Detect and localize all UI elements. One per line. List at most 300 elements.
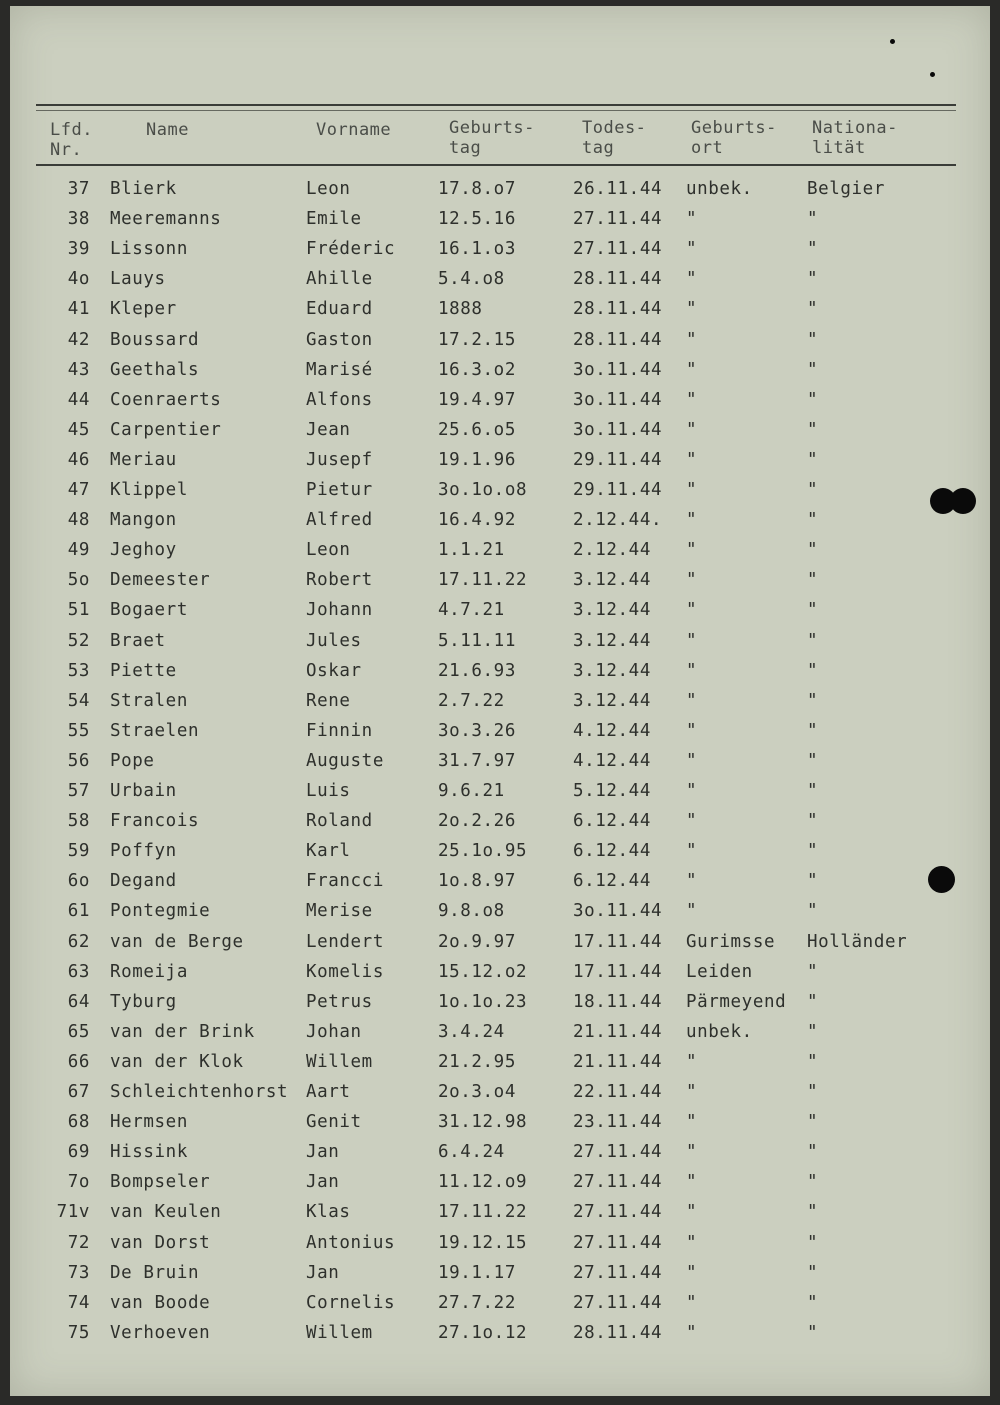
row-name: Verhoeven	[110, 1322, 211, 1343]
row-name: Mangon	[110, 510, 177, 531]
row-number: 54	[67, 690, 90, 711]
row-geburtsort: "	[686, 540, 698, 561]
top-rule	[36, 104, 956, 106]
row-todestag: 28.11.44	[573, 269, 663, 290]
row-nationalitaet: "	[807, 1082, 819, 1102]
row-number: 6o	[67, 871, 90, 892]
row-geburtstag: 1888	[438, 299, 483, 320]
row-name: Coenraerts	[110, 389, 222, 410]
row-nationalitaet: Holländer	[807, 931, 908, 952]
table-row	[10, 294, 990, 324]
row-geburtsort: "	[686, 1232, 698, 1253]
row-geburtstag: 25.1o.95	[438, 841, 528, 862]
row-nationalitaet: "	[807, 660, 819, 681]
row-number: 66	[67, 1051, 90, 1072]
header-nr: Lfd. Nr.	[50, 120, 93, 160]
row-geburtsort: "	[686, 510, 698, 531]
punch-hole	[950, 488, 976, 514]
row-vorname: Komelis	[306, 961, 384, 982]
table-row	[10, 1258, 990, 1288]
row-vorname: Roland	[306, 811, 373, 832]
row-geburtsort: "	[686, 389, 698, 410]
row-vorname: Ahille	[306, 269, 373, 290]
row-nationalitaet: "	[807, 781, 819, 801]
row-todestag: 3.12.44	[573, 600, 651, 621]
row-name: Boussard	[110, 329, 200, 350]
row-vorname: Robert	[306, 570, 373, 591]
row-geburtsort: "	[686, 1322, 698, 1343]
row-vorname: Jan	[306, 1172, 340, 1193]
row-number: 4o	[67, 269, 90, 290]
row-geburtstag: 4.7.21	[438, 600, 505, 621]
row-name: Schleichtenhorst	[110, 1082, 289, 1102]
row-geburtsort: "	[686, 630, 698, 651]
row-geburtstag: 5.11.11	[438, 630, 516, 651]
row-name: Carpentier	[110, 419, 222, 440]
row-name: Jeghoy	[110, 540, 177, 561]
row-name: Piette	[110, 660, 177, 681]
row-vorname: Gaston	[306, 329, 373, 350]
row-name: Blierk	[110, 179, 177, 199]
header-geburtstag: Geburts- tag	[449, 118, 535, 158]
table-row	[10, 1197, 990, 1227]
table-row	[10, 716, 990, 746]
table-row	[10, 535, 990, 565]
table-row	[10, 264, 990, 294]
table-row	[10, 806, 990, 836]
row-number: 42	[67, 329, 90, 350]
row-nationalitaet: "	[807, 389, 819, 410]
row-number: 44	[67, 389, 90, 410]
row-name: Pope	[110, 750, 155, 771]
row-name: Klippel	[110, 480, 188, 500]
row-geburtstag: 19.1.17	[438, 1262, 516, 1283]
row-geburtsort: "	[686, 781, 698, 801]
row-todestag: 28.11.44	[573, 1322, 663, 1343]
row-number: 55	[67, 720, 90, 741]
row-todestag: 17.11.44	[573, 961, 663, 982]
row-geburtsort: "	[686, 750, 698, 771]
row-number: 45	[67, 419, 90, 440]
row-geburtstag: 16.3.o2	[438, 359, 516, 380]
row-nationalitaet: "	[807, 961, 819, 982]
row-geburtstag: 2o.9.97	[438, 931, 516, 952]
row-name: van de Berge	[110, 931, 244, 952]
row-todestag: 4.12.44	[573, 750, 651, 771]
row-name: van Boode	[110, 1292, 211, 1313]
row-nationalitaet: "	[807, 991, 819, 1012]
row-nationalitaet: "	[807, 841, 819, 862]
row-vorname: Jean	[306, 419, 351, 440]
row-geburtstag: 16.1.o3	[438, 239, 516, 260]
row-geburtstag: 2o.2.26	[438, 811, 516, 832]
row-vorname: Petrus	[306, 991, 373, 1012]
row-nationalitaet: "	[807, 540, 819, 561]
row-nationalitaet: "	[807, 510, 819, 531]
row-geburtstag: 11.12.o9	[438, 1172, 528, 1193]
row-name: Tyburg	[110, 991, 177, 1012]
row-nationalitaet: "	[807, 359, 819, 380]
row-name: Poffyn	[110, 841, 177, 862]
row-todestag: 28.11.44	[573, 329, 663, 350]
header-name: Name	[146, 120, 189, 140]
row-todestag: 6.12.44	[573, 841, 651, 862]
row-geburtsort: unbek.	[686, 179, 753, 199]
header-nationalitaet: Nationa- lität	[812, 118, 898, 158]
row-number: 56	[67, 750, 90, 771]
row-geburtstag: 19.4.97	[438, 389, 516, 410]
row-geburtsort: Leiden	[686, 961, 753, 982]
row-number: 61	[67, 901, 90, 922]
row-number: 57	[67, 781, 90, 801]
row-number: 67	[67, 1082, 90, 1102]
table-row	[10, 776, 990, 806]
row-nationalitaet: "	[807, 871, 819, 892]
row-geburtstag: 27.1o.12	[438, 1322, 528, 1343]
row-geburtsort: Pärmeyend	[686, 991, 787, 1012]
table-row	[10, 445, 990, 475]
row-geburtstag: 9.8.o8	[438, 901, 505, 922]
row-vorname: Johann	[306, 600, 373, 621]
row-vorname: Francci	[306, 871, 384, 892]
row-nationalitaet: "	[807, 419, 819, 440]
row-vorname: Luis	[306, 781, 351, 801]
row-geburtsort: "	[686, 871, 698, 892]
table-row	[10, 957, 990, 987]
table-row	[10, 1077, 990, 1107]
table-row	[10, 1228, 990, 1258]
row-name: Romeija	[110, 961, 188, 982]
row-number: 59	[67, 841, 90, 862]
row-geburtsort: "	[686, 329, 698, 350]
row-number: 65	[67, 1021, 90, 1042]
row-vorname: Klas	[306, 1202, 351, 1223]
row-nationalitaet: "	[807, 901, 819, 922]
row-todestag: 3.12.44	[573, 630, 651, 651]
row-geburtsort: "	[686, 419, 698, 440]
row-geburtsort: unbek.	[686, 1021, 753, 1042]
row-geburtsort: "	[686, 660, 698, 681]
table-row	[10, 987, 990, 1017]
row-todestag: 27.11.44	[573, 1232, 663, 1253]
row-geburtsort: "	[686, 1082, 698, 1102]
row-name: Meriau	[110, 449, 177, 470]
row-todestag: 21.11.44	[573, 1021, 663, 1042]
row-geburtstag: 12.5.16	[438, 209, 516, 230]
row-geburtsort: "	[686, 239, 698, 260]
row-number: 71v	[56, 1202, 90, 1223]
row-nationalitaet: "	[807, 1232, 819, 1253]
row-number: 58	[67, 811, 90, 832]
row-geburtsort: "	[686, 1202, 698, 1223]
row-nationalitaet: "	[807, 269, 819, 290]
row-number: 48	[67, 510, 90, 531]
row-name: Meeremanns	[110, 209, 222, 230]
row-vorname: Jan	[306, 1142, 340, 1163]
row-geburtstag: 2.7.22	[438, 690, 505, 711]
row-vorname: Aart	[306, 1082, 351, 1102]
row-todestag: 22.11.44	[573, 1082, 663, 1102]
row-todestag: 26.11.44	[573, 179, 663, 199]
table-row	[10, 595, 990, 625]
row-number: 7o	[67, 1172, 90, 1193]
table-row	[10, 836, 990, 866]
table-row	[10, 1318, 990, 1348]
row-todestag: 3o.11.44	[573, 359, 663, 380]
row-todestag: 27.11.44	[573, 239, 663, 260]
row-vorname: Marisé	[306, 359, 373, 380]
row-todestag: 17.11.44	[573, 931, 663, 952]
table-row	[10, 1167, 990, 1197]
row-todestag: 27.11.44	[573, 1142, 663, 1163]
row-nationalitaet: "	[807, 1021, 819, 1042]
row-nationalitaet: "	[807, 630, 819, 651]
table-row	[10, 415, 990, 445]
row-vorname: Emile	[306, 209, 362, 230]
punch-hole	[928, 866, 955, 893]
row-todestag: 27.11.44	[573, 209, 663, 230]
row-nationalitaet: "	[807, 1142, 819, 1163]
header-vorname: Vorname	[316, 120, 392, 140]
row-vorname: Fréderic	[306, 239, 396, 260]
row-nationalitaet: "	[807, 209, 819, 230]
row-todestag: 5.12.44	[573, 781, 651, 801]
table-row	[10, 1107, 990, 1137]
row-geburtstag: 17.11.22	[438, 570, 528, 591]
row-geburtsort: "	[686, 690, 698, 711]
row-geburtstag: 1o.8.97	[438, 871, 516, 892]
row-geburtstag: 16.4.92	[438, 510, 516, 531]
row-nationalitaet: "	[807, 239, 819, 260]
row-geburtstag: 3o.3.26	[438, 720, 516, 741]
row-vorname: Leon	[306, 540, 351, 561]
row-geburtstag: 9.6.21	[438, 781, 505, 801]
row-name: Geethals	[110, 359, 200, 380]
ink-spot	[890, 39, 895, 44]
row-todestag: 27.11.44	[573, 1202, 663, 1223]
row-todestag: 3o.11.44	[573, 901, 663, 922]
row-geburtstag: 17.8.o7	[438, 179, 516, 199]
row-geburtsort: "	[686, 901, 698, 922]
table-row	[10, 204, 990, 234]
table-row	[10, 174, 990, 204]
row-name: Hermsen	[110, 1112, 188, 1133]
row-nationalitaet: "	[807, 1051, 819, 1072]
table-row	[10, 325, 990, 355]
row-nationalitaet: "	[807, 1202, 819, 1223]
table-row	[10, 1137, 990, 1167]
row-geburtsort: "	[686, 299, 698, 320]
row-todestag: 6.12.44	[573, 871, 651, 892]
table-row	[10, 1047, 990, 1077]
row-geburtsort: "	[686, 449, 698, 470]
row-todestag: 27.11.44	[573, 1262, 663, 1283]
table-row	[10, 565, 990, 595]
row-todestag: 23.11.44	[573, 1112, 663, 1133]
row-nationalitaet: "	[807, 690, 819, 711]
row-geburtsort: "	[686, 1292, 698, 1313]
row-nationalitaet: Belgier	[807, 179, 885, 199]
table-row	[10, 746, 990, 776]
row-nationalitaet: "	[807, 750, 819, 771]
row-geburtstag: 31.12.98	[438, 1112, 528, 1133]
row-vorname: Pietur	[306, 480, 373, 500]
row-vorname: Johan	[306, 1021, 362, 1042]
row-geburtsort: "	[686, 269, 698, 290]
row-vorname: Karl	[306, 841, 351, 862]
row-geburtstag: 2o.3.o4	[438, 1082, 516, 1102]
row-geburtsort: "	[686, 1112, 698, 1133]
row-nationalitaet: "	[807, 299, 819, 320]
row-vorname: Eduard	[306, 299, 373, 320]
row-todestag: 29.11.44	[573, 449, 663, 470]
row-nationalitaet: "	[807, 449, 819, 470]
row-vorname: Oskar	[306, 660, 362, 681]
row-vorname: Jan	[306, 1262, 340, 1283]
row-name: van Dorst	[110, 1232, 211, 1253]
row-geburtstag: 5.4.o8	[438, 269, 505, 290]
row-vorname: Jules	[306, 630, 362, 651]
table-row	[10, 626, 990, 656]
row-name: van der Klok	[110, 1051, 244, 1072]
row-vorname: Cornelis	[306, 1292, 396, 1313]
table-row	[10, 686, 990, 716]
row-number: 51	[67, 600, 90, 621]
header-rule	[36, 164, 956, 166]
table-row	[10, 656, 990, 686]
row-nationalitaet: "	[807, 480, 819, 500]
row-geburtstag: 6.4.24	[438, 1142, 505, 1163]
row-number: 73	[67, 1262, 90, 1283]
row-vorname: Rene	[306, 690, 351, 711]
row-vorname: Auguste	[306, 750, 384, 771]
table-row	[10, 1288, 990, 1318]
row-number: 47	[67, 480, 90, 500]
row-vorname: Alfred	[306, 510, 373, 531]
row-geburtsort: "	[686, 209, 698, 230]
header-todestag: Todes- tag	[582, 118, 647, 158]
row-todestag: 28.11.44	[573, 299, 663, 320]
row-todestag: 18.11.44	[573, 991, 663, 1012]
row-vorname: Finnin	[306, 720, 373, 741]
row-geburtsort: "	[686, 480, 698, 500]
row-vorname: Antonius	[306, 1232, 396, 1253]
row-geburtsort: "	[686, 841, 698, 862]
row-nationalitaet: "	[807, 811, 819, 832]
row-vorname: Lendert	[306, 931, 384, 952]
header-geburtsort: Geburts- ort	[691, 118, 777, 158]
row-nationalitaet: "	[807, 720, 819, 741]
row-number: 38	[67, 209, 90, 230]
row-geburtstag: 21.6.93	[438, 660, 516, 681]
row-number: 53	[67, 660, 90, 681]
row-geburtstag: 19.1.96	[438, 449, 516, 470]
row-number: 39	[67, 239, 90, 260]
row-geburtsort: "	[686, 811, 698, 832]
row-vorname: Willem	[306, 1051, 373, 1072]
row-todestag: 3o.11.44	[573, 419, 663, 440]
table-row	[10, 866, 990, 896]
row-geburtstag: 19.12.15	[438, 1232, 528, 1253]
row-number: 5o	[67, 570, 90, 591]
row-name: Braet	[110, 630, 166, 651]
row-name: Bompseler	[110, 1172, 211, 1193]
row-number: 64	[67, 991, 90, 1012]
row-name: De Bruin	[110, 1262, 200, 1283]
row-nationalitaet: "	[807, 329, 819, 350]
row-number: 37	[67, 179, 90, 199]
row-vorname: Leon	[306, 179, 351, 199]
row-number: 68	[67, 1112, 90, 1133]
row-nationalitaet: "	[807, 1112, 819, 1133]
row-number: 46	[67, 449, 90, 470]
table-row	[10, 1017, 990, 1047]
row-nationalitaet: "	[807, 600, 819, 621]
table-row	[10, 355, 990, 385]
row-geburtstag: 27.7.22	[438, 1292, 516, 1313]
row-todestag: 2.12.44.	[573, 510, 663, 531]
row-nationalitaet: "	[807, 1172, 819, 1193]
table-row	[10, 234, 990, 264]
row-todestag: 27.11.44	[573, 1172, 663, 1193]
row-geburtsort: "	[686, 1262, 698, 1283]
row-name: Hissink	[110, 1142, 188, 1163]
row-name: van der Brink	[110, 1021, 255, 1042]
row-nationalitaet: "	[807, 1322, 819, 1343]
row-name: Demeester	[110, 570, 211, 591]
row-vorname: Alfons	[306, 389, 373, 410]
row-geburtsort: "	[686, 1051, 698, 1072]
row-geburtstag: 31.7.97	[438, 750, 516, 771]
row-name: Kleper	[110, 299, 177, 320]
row-number: 75	[67, 1322, 90, 1343]
row-number: 72	[67, 1232, 90, 1253]
row-nationalitaet: "	[807, 1292, 819, 1313]
table-row	[10, 927, 990, 957]
row-geburtstag: 1.1.21	[438, 540, 505, 561]
row-name: Urbain	[110, 781, 177, 801]
row-name: Stralen	[110, 690, 188, 711]
table-row	[10, 896, 990, 926]
row-todestag: 29.11.44	[573, 480, 663, 500]
row-todestag: 2.12.44	[573, 540, 651, 561]
row-name: Bogaert	[110, 600, 188, 621]
row-geburtstag: 17.11.22	[438, 1202, 528, 1223]
row-number: 74	[67, 1292, 90, 1313]
row-geburtsort: "	[686, 359, 698, 380]
row-geburtstag: 3.4.24	[438, 1021, 505, 1042]
document-page	[10, 6, 990, 1396]
row-geburtsort: "	[686, 1142, 698, 1163]
row-vorname: Willem	[306, 1322, 373, 1343]
row-todestag: 27.11.44	[573, 1292, 663, 1313]
table-row	[10, 505, 990, 535]
row-geburtsort: Gurimsse	[686, 931, 776, 952]
row-number: 63	[67, 961, 90, 982]
row-number: 41	[67, 299, 90, 320]
row-geburtstag: 1o.1o.23	[438, 991, 528, 1012]
row-todestag: 3.12.44	[573, 570, 651, 591]
row-todestag: 3o.11.44	[573, 389, 663, 410]
row-nationalitaet: "	[807, 1262, 819, 1283]
row-name: Lissonn	[110, 239, 188, 260]
ink-spot	[930, 72, 935, 77]
row-nationalitaet: "	[807, 570, 819, 591]
row-name: van Keulen	[110, 1202, 222, 1223]
table-row	[10, 385, 990, 415]
row-name: Degand	[110, 871, 177, 892]
row-todestag: 3.12.44	[573, 660, 651, 681]
